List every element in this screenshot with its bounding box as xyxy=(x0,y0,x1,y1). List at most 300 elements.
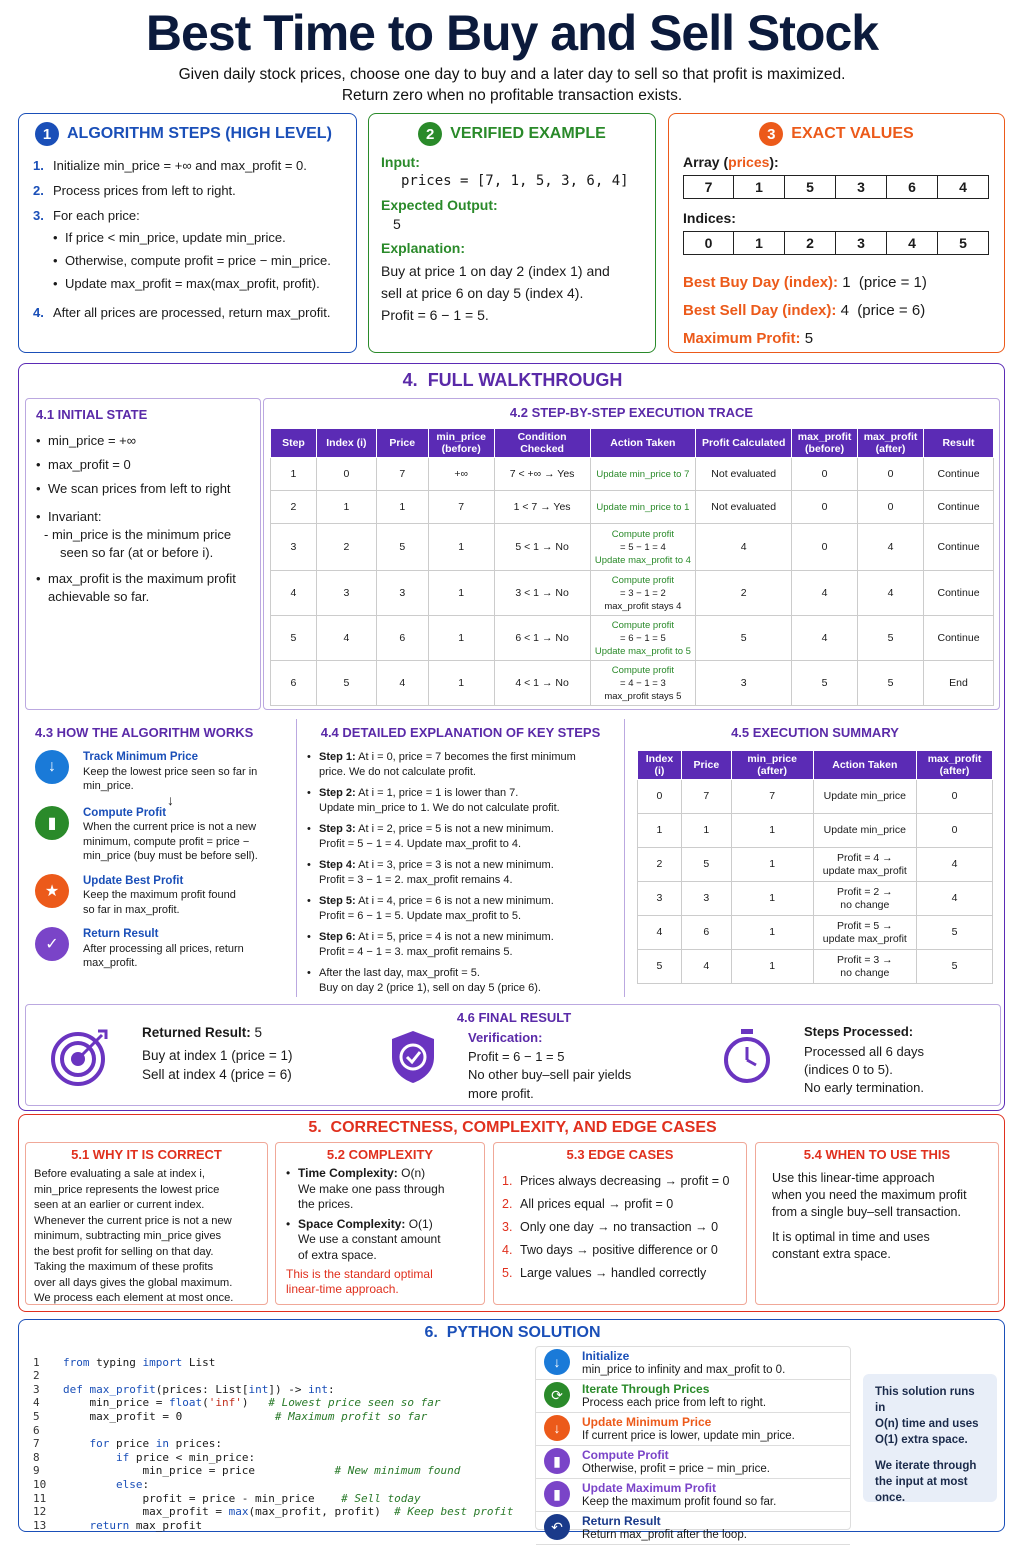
table-cell: 0 xyxy=(792,458,858,491)
subsection-title: 5.1 WHY IT IS CORRECT xyxy=(71,1147,222,1162)
how-step-title: Return Result xyxy=(83,928,159,940)
subtitle-line-2: Return zero when no profitable transaction exists. xyxy=(341,87,683,104)
table-cell: 5 xyxy=(376,524,428,571)
edge-case-item: 2. All prices equal → profit = 0 xyxy=(502,1197,674,1211)
chart-icon: ▮ xyxy=(544,1448,570,1474)
table-cell: 5 xyxy=(271,616,317,661)
action-cell: Update min_price xyxy=(813,780,917,814)
subsection-title: 4.3 HOW THE ALGORITHM WORKS xyxy=(35,725,254,740)
array-cell: 2 xyxy=(785,231,836,255)
indices-label: Indices: xyxy=(683,210,736,226)
why-line: minimum, subtracting min_price gives xyxy=(34,1230,222,1242)
check-icon: ✓ xyxy=(35,927,69,961)
legend-title: Initialize xyxy=(582,1349,630,1363)
table-cell: 5 xyxy=(792,661,858,706)
complexity-note: linear-time approach. xyxy=(286,1282,399,1296)
correctness-section xyxy=(18,1114,1005,1312)
list-item: 2. Process prices from left to right. xyxy=(33,183,236,198)
column-header: Price xyxy=(376,429,428,458)
table-cell: 4 xyxy=(917,882,993,916)
action-cell: Compute profit = 6 − 1 = 5 Update max_profit to 5 xyxy=(590,616,696,661)
table-cell: End xyxy=(924,661,994,706)
legend-desc: min_price to infinity and max_profit to 0. xyxy=(582,1364,786,1376)
legend-desc: Process each price from left to right. xyxy=(582,1397,767,1409)
legend-title: Compute Profit xyxy=(582,1448,669,1462)
subsection-title: 4.6 FINAL RESULT xyxy=(456,1010,572,1025)
refresh-icon: ⟳ xyxy=(544,1382,570,1408)
table-row xyxy=(638,882,993,916)
code-line: 11 profit = price - min_price # Sell today xyxy=(33,1491,421,1505)
input-value: prices = [7, 1, 5, 3, 6, 4] xyxy=(401,173,629,189)
algorithm-steps-panel xyxy=(18,113,357,353)
table-cell: 2 xyxy=(638,848,682,882)
table-cell: 1 xyxy=(731,848,813,882)
down-arrow-icon: ↓ xyxy=(544,1415,570,1441)
exact-values-panel xyxy=(668,113,1005,353)
table-cell: 3 xyxy=(316,571,376,616)
list-item: • We scan prices from left to right xyxy=(36,480,250,498)
code-line: 12 max_profit = max(max_profit, profit) # Keep best profit xyxy=(33,1505,514,1519)
table-cell: 0 xyxy=(858,491,924,524)
table-cell: 7 xyxy=(731,780,813,814)
legend-desc: Return max_profit after the loop. xyxy=(582,1529,747,1541)
how-step-desc: min_price (buy must be before sell). xyxy=(83,850,258,862)
legend-desc: Otherwise, profit = price − min_price. xyxy=(582,1463,770,1475)
code-line: 1 from typing import List xyxy=(33,1355,216,1369)
sub-item: • Update max_profit = max(max_profit, profit). xyxy=(53,274,342,293)
star-icon: ★ xyxy=(35,874,69,908)
subsection-title: 5.3 EDGE CASES xyxy=(566,1147,674,1162)
input-label: Input: xyxy=(381,154,420,170)
action-cell: Compute profit = 4 − 1 = 3 max_profit stays 5 xyxy=(590,661,696,706)
table-cell: Continue xyxy=(924,458,994,491)
how-step-desc: Keep the lowest price seen so far in xyxy=(83,765,258,778)
table-cell: 2 xyxy=(696,571,792,616)
table-cell: 5 xyxy=(858,661,924,706)
array-cell: 6 xyxy=(887,175,938,199)
table-cell: 0 xyxy=(792,524,858,571)
array-cell: 5 xyxy=(938,231,989,255)
list-item: • Step 6: At i = 5, price = 4 is not a new minimum. Profit = 4 − 1 = 3. max_profit remains 5. xyxy=(307,930,614,960)
return-icon: ↶ xyxy=(544,1514,570,1540)
table-cell: 7 xyxy=(681,780,731,814)
column-header: min_price (after) xyxy=(731,751,813,780)
code-line: 6 xyxy=(33,1423,40,1437)
page-subtitle xyxy=(0,64,1024,106)
why-line: Before evaluating a sale at index i, xyxy=(34,1168,206,1180)
table-cell: 0 xyxy=(917,780,993,814)
table-cell: 4 < 1 → No xyxy=(494,661,590,706)
legend-desc: If current price is lower, update min_price. xyxy=(582,1430,795,1442)
how-step xyxy=(35,874,286,918)
table-cell: 0 xyxy=(792,491,858,524)
table-cell: 7 xyxy=(376,458,428,491)
table-cell: 6 xyxy=(681,916,731,950)
why-line: min_price represents the lowest price xyxy=(34,1183,220,1196)
table-cell: Continue xyxy=(924,571,994,616)
array-cell: 1 xyxy=(734,231,785,255)
subtitle-line-1: Given daily stock prices, choose one day to buy and a later day to sell so that profit is maximized. xyxy=(178,66,846,83)
table-cell: 4 xyxy=(792,571,858,616)
subsection-title: 5.4 WHEN TO USE THIS xyxy=(803,1147,951,1162)
code-block xyxy=(33,1342,533,1532)
when-line: constant extra space. xyxy=(772,1247,891,1261)
when-line: from a single buy–sell transaction. xyxy=(772,1205,961,1219)
list-item: • max_profit is the maximum profit achievable so far. xyxy=(36,570,250,606)
table-cell: 3 < 1 → No xyxy=(494,571,590,616)
code-line: 4 min_price = float('inf') # Lowest price seen so far xyxy=(33,1396,441,1410)
python-solution-section xyxy=(18,1319,1005,1541)
download-icon: ↓ xyxy=(544,1349,570,1375)
space-complexity: • Space Complexity: O(1) We use a constant amount of extra space. xyxy=(286,1217,474,1264)
table-cell: +∞ xyxy=(428,458,494,491)
list-item: 1. Initialize min_price = +∞ and max_profit = 0. xyxy=(33,158,307,173)
table-row xyxy=(271,661,994,706)
when-line: It is optimal in time and uses xyxy=(772,1230,930,1244)
why-line: We process each element at most once. xyxy=(34,1292,234,1304)
list-item: • Step 1: At i = 0, price = 7 becomes the first minimum price. We do not calculate profit. xyxy=(307,750,614,780)
action-cell: Compute profit = 5 − 1 = 4 Update max_profit to 4 xyxy=(590,524,696,571)
table-cell: 1 xyxy=(376,491,428,524)
table-cell: 1 xyxy=(428,571,494,616)
table-cell: 3 xyxy=(376,571,428,616)
steps-line: Processed all 6 days xyxy=(804,1044,924,1059)
legend-title: Update Maximum Profit xyxy=(582,1481,717,1495)
table-cell: 7 < +∞ → Yes xyxy=(494,458,590,491)
code-line: 10 else: xyxy=(33,1477,150,1491)
target-icon xyxy=(50,1027,110,1087)
complexity-panel xyxy=(275,1142,485,1305)
column-header: Index (i) xyxy=(316,429,376,458)
column-header: Index (i) xyxy=(638,751,682,780)
table-cell: 0 xyxy=(638,780,682,814)
code-line: 8 if price < min_price: xyxy=(33,1450,256,1464)
chart-icon: ▮ xyxy=(544,1481,570,1507)
list-item: 4. After all prices are processed, return max_profit. xyxy=(33,305,331,320)
final-result-panel xyxy=(25,1004,1001,1106)
how-step-desc: Keep the maximum profit found xyxy=(83,889,236,901)
step-3-badge: 3 xyxy=(759,122,783,146)
action-cell: Update min_price to 7 xyxy=(590,458,696,491)
panel-title: VERIFIED EXAMPLE xyxy=(450,125,606,142)
how-step-desc: max_profit. xyxy=(83,957,138,969)
edge-case-item: 4. Two days → positive difference or 0 xyxy=(502,1243,718,1257)
verified-example-panel xyxy=(368,113,656,353)
sub-item: • Otherwise, compute profit = price − min_price. xyxy=(53,251,342,270)
table-cell: 0 xyxy=(316,458,376,491)
subsection-title: 4.4 DETAILED EXPLANATION OF KEY STEPS xyxy=(320,725,601,740)
how-step-desc: minimum, compute profit = price − xyxy=(83,835,250,848)
legend-item xyxy=(536,1380,850,1413)
table-cell: 0 xyxy=(917,814,993,848)
section-4-title: 4. FULL WALKTHROUGH xyxy=(402,370,623,390)
table-cell: 5 xyxy=(917,916,993,950)
table-cell: Continue xyxy=(924,524,994,571)
table-cell: Not evaluated xyxy=(696,491,792,524)
step-1-badge: 1 xyxy=(35,122,59,146)
algorithm-steps-list xyxy=(33,156,342,322)
list-item: • max_profit = 0 xyxy=(36,456,250,474)
table-cell: 2 xyxy=(316,524,376,571)
table-cell: 4 xyxy=(792,616,858,661)
action-cell: Update min_price xyxy=(813,814,917,848)
initial-state-panel xyxy=(25,398,261,710)
code-line: 7 for price in prices: xyxy=(33,1437,222,1451)
subsection-title: 4.5 EXECUTION SUMMARY xyxy=(731,725,899,740)
table-cell: 3 xyxy=(681,882,731,916)
table-cell: 4 xyxy=(271,571,317,616)
table-cell: 1 xyxy=(731,882,813,916)
verification-line: more profit. xyxy=(468,1085,534,1101)
code-line: 5 max_profit = 0 # Maximum profit so far xyxy=(33,1409,428,1423)
table-row xyxy=(271,524,994,571)
table-cell: 1 xyxy=(638,814,682,848)
how-step-desc: min_price. xyxy=(83,780,134,792)
array-cell: 0 xyxy=(683,231,734,255)
table-cell: 6 xyxy=(376,616,428,661)
execution-trace-panel xyxy=(263,398,1000,710)
table-cell: Continue xyxy=(924,491,994,524)
result-line: Sell at index 4 (price = 6) xyxy=(142,1067,292,1082)
solution-note: This solution runs in O(n) time and uses O(1) extra space. We iterate through the input at most once. xyxy=(863,1374,997,1502)
verification-line: Profit = 6 − 1 = 5 xyxy=(468,1048,565,1064)
action-cell: Compute profit = 3 − 1 = 2 max_profit stays 4 xyxy=(590,571,696,616)
output-label: Expected Output: xyxy=(381,197,498,213)
table-cell: 1 xyxy=(428,661,494,706)
result-line: Buy at index 1 (price = 1) xyxy=(142,1048,293,1063)
action-cell: Profit = 5 → update max_profit xyxy=(813,916,917,950)
why-correct-panel xyxy=(25,1142,268,1305)
legend-item xyxy=(536,1512,850,1545)
table-cell: Not evaluated xyxy=(696,458,792,491)
execution-summary-table xyxy=(637,750,993,984)
how-step xyxy=(35,806,286,864)
list-item: • Step 2: At i = 1, price = 1 is lower than 7. Update min_price to 1. We do not calculate profit. xyxy=(307,786,614,816)
how-step-title: Track Minimum Price xyxy=(83,751,199,763)
when-to-use-panel xyxy=(755,1142,999,1305)
how-step-desc: When the current price is not a new xyxy=(83,821,257,833)
legend-desc: Keep the maximum profit found so far. xyxy=(582,1496,777,1508)
table-cell: 3 xyxy=(638,882,682,916)
steps-processed-label: Steps Processed: xyxy=(804,1024,914,1039)
table-row xyxy=(638,780,993,814)
table-cell: 5 xyxy=(917,950,993,984)
max-profit-row: Maximum Profit: 5 xyxy=(683,330,814,347)
table-cell: 1 < 7 → Yes xyxy=(494,491,590,524)
list-item: 3. For each price: • If price < min_price, update min_price. • Otherwise, compute profit = price − min_price. • Update max_profit = max(max_profit, profit). xyxy=(33,206,342,293)
list-item: • min_price = +∞ xyxy=(36,432,250,450)
table-cell: 5 xyxy=(638,950,682,984)
table-cell: 1 xyxy=(428,616,494,661)
legend-item xyxy=(536,1413,850,1446)
table-cell: 1 xyxy=(271,458,317,491)
code-line: 13 return max_profit xyxy=(33,1518,203,1532)
why-line: seen at an earlier or current index. xyxy=(34,1199,205,1211)
edge-case-item: 1. Prices always decreasing → profit = 0 xyxy=(502,1174,730,1188)
table-cell: 1 xyxy=(731,814,813,848)
table-cell: 4 xyxy=(638,916,682,950)
prices-array xyxy=(683,175,990,199)
column-header: Condition Checked xyxy=(494,429,590,458)
how-step-desc: so far in max_profit. xyxy=(83,903,180,916)
table-cell: 4 xyxy=(376,661,428,706)
execution-summary-panel xyxy=(629,719,1001,997)
explanation-line: Buy at price 1 on day 2 (index 1) and xyxy=(381,263,610,279)
edge-case-item: 5. Large values → handled correctly xyxy=(502,1266,707,1280)
table-cell: 1 xyxy=(428,524,494,571)
legend-item xyxy=(536,1479,850,1512)
edge-cases-panel xyxy=(493,1142,747,1305)
list-item: • Step 3: At i = 2, price = 5 is not a new minimum. Profit = 5 − 1 = 4. Update max_profit to 4. xyxy=(307,822,614,852)
code-legend xyxy=(535,1346,851,1541)
subsection-title: 4.2 STEP-BY-STEP EXECUTION TRACE xyxy=(509,405,754,420)
output-value: 5 xyxy=(393,216,401,232)
table-cell: 5 < 1 → No xyxy=(494,524,590,571)
table-cell: 4 xyxy=(858,524,924,571)
table-cell: Continue xyxy=(924,616,994,661)
execution-trace-table xyxy=(270,428,994,706)
why-line: Whenever the current price is not a new xyxy=(34,1214,232,1227)
table-row xyxy=(638,916,993,950)
table-cell: 5 xyxy=(696,616,792,661)
explanation-label: Explanation: xyxy=(381,240,466,256)
chart-icon: ▮ xyxy=(35,806,69,840)
how-step-desc: After processing all prices, return xyxy=(83,942,244,955)
how-step xyxy=(35,927,286,971)
table-row xyxy=(638,814,993,848)
array-cell: 4 xyxy=(887,231,938,255)
time-complexity: • Time Complexity: O(n) We make one pass through the prices. xyxy=(286,1166,474,1213)
array-cell: 3 xyxy=(836,175,887,199)
table-cell: 4 xyxy=(858,571,924,616)
steps-line: No early termination. xyxy=(804,1080,924,1095)
why-line: over all days gives the global maximum. xyxy=(34,1276,233,1289)
column-header: Step xyxy=(271,429,317,458)
code-line: 3 def max_profit(prices: List[int]) -> int: xyxy=(33,1382,335,1396)
table-cell: 6 < 1 → No xyxy=(494,616,590,661)
page-title: Best Time to Buy and Sell Stock xyxy=(145,5,879,61)
when-line: when you need the maximum profit xyxy=(772,1188,967,1202)
action-cell: Update min_price to 1 xyxy=(590,491,696,524)
how-step-title: Compute Profit xyxy=(83,806,167,819)
explanation-line: sell at price 6 on day 5 (index 4). xyxy=(381,285,584,301)
shield-check-icon xyxy=(388,1029,438,1085)
best-buy-row: Best Buy Day (index): 1 (price = 1) xyxy=(683,274,927,291)
table-cell: 3 xyxy=(696,661,792,706)
table-cell: 5 xyxy=(316,661,376,706)
table-row xyxy=(638,848,993,882)
table-cell: 2 xyxy=(271,491,317,524)
table-cell: 4 xyxy=(316,616,376,661)
table-row xyxy=(271,616,994,661)
action-cell: Profit = 4 → update max_profit xyxy=(813,848,917,882)
verification-line: No other buy–sell pair yields xyxy=(468,1067,632,1082)
array-label: Array (prices): xyxy=(683,154,779,170)
column-header: Profit Calculated xyxy=(696,429,792,458)
steps-line: (indices 0 to 5). xyxy=(804,1062,893,1077)
verification-label: Verification: xyxy=(468,1030,543,1045)
array-cell: 4 xyxy=(938,175,989,199)
detailed-explanation-panel xyxy=(297,719,625,997)
table-cell: 7 xyxy=(428,491,494,524)
code-line: 2 xyxy=(33,1369,40,1383)
array-cell: 1 xyxy=(734,175,785,199)
why-line: the best profit for selling on that day. xyxy=(34,1245,214,1258)
list-item: • Invariant: - min_price is the minimum price seen so far (at or before i). xyxy=(36,508,250,562)
action-cell: Profit = 2 → no change xyxy=(813,882,917,916)
code-line: 9 min_price = price # New minimum found xyxy=(33,1464,461,1478)
column-header: Price xyxy=(681,751,731,780)
table-cell: 0 xyxy=(858,458,924,491)
panel-title: EXACT VALUES xyxy=(791,125,914,142)
table-cell: 3 xyxy=(271,524,317,571)
down-arrow-icon: ↓ xyxy=(167,791,174,808)
array-cell: 5 xyxy=(785,175,836,199)
legend-title: Iterate Through Prices xyxy=(582,1382,710,1396)
subsection-title: 4.1 INITIAL STATE xyxy=(36,407,148,422)
how-it-works-panel xyxy=(25,719,297,997)
table-cell: 1 xyxy=(681,814,731,848)
column-header: max_profit (before) xyxy=(792,429,858,458)
why-line: Taking the maximum of these profits xyxy=(34,1261,214,1273)
sub-item: • If price < min_price, update min_price. xyxy=(53,228,342,247)
explanation-line: Profit = 6 − 1 = 5. xyxy=(381,307,489,323)
how-step xyxy=(35,750,286,794)
step-2-badge: 2 xyxy=(418,122,442,146)
column-header: Action Taken xyxy=(590,429,696,458)
list-item: • Step 5: At i = 4, price = 6 is not a new minimum. Profit = 6 − 1 = 5. Update max_profit to 5. xyxy=(307,894,614,924)
download-arrow-icon: ↓ xyxy=(35,750,69,784)
panel-title: ALGORITHM STEPS (HIGH LEVEL) xyxy=(67,125,332,142)
table-cell: 4 xyxy=(696,524,792,571)
table-cell: 5 xyxy=(681,848,731,882)
when-line: Use this linear-time approach xyxy=(772,1171,935,1185)
table-cell: 1 xyxy=(316,491,376,524)
column-header: Action Taken xyxy=(813,751,917,780)
section-6-title: 6. PYTHON SOLUTION xyxy=(424,1324,601,1341)
action-cell: Profit = 3 → no change xyxy=(813,950,917,984)
column-header: min_price (before) xyxy=(428,429,494,458)
column-header: Result xyxy=(924,429,994,458)
complexity-note: This is the standard optimal xyxy=(286,1267,433,1281)
list-item: • Step 4: At i = 3, price = 3 is not a new minimum. Profit = 3 − 1 = 2. max_profit remains 4. xyxy=(307,858,614,888)
legend-item xyxy=(536,1347,850,1380)
legend-title: Update Minimum Price xyxy=(582,1415,712,1429)
table-cell: 5 xyxy=(858,616,924,661)
stopwatch-icon xyxy=(722,1027,772,1085)
column-header: max_profit (after) xyxy=(858,429,924,458)
full-walkthrough-section xyxy=(18,363,1005,1111)
subsection-title: 5.2 COMPLEXITY xyxy=(326,1147,434,1162)
array-cell: 7 xyxy=(683,175,734,199)
table-cell: 1 xyxy=(731,916,813,950)
table-cell: 4 xyxy=(681,950,731,984)
table-cell: 1 xyxy=(731,950,813,984)
indices-array xyxy=(683,231,990,255)
how-step-title: Update Best Profit xyxy=(83,874,184,887)
table-row xyxy=(638,950,993,984)
table-row xyxy=(271,571,994,616)
list-item: • After the last day, max_profit = 5. Buy on day 2 (price 1), sell on day 5 (price 6). xyxy=(307,966,614,996)
table-cell: 6 xyxy=(271,661,317,706)
best-sell-row: Best Sell Day (index): 4 (price = 6) xyxy=(683,302,926,319)
returned-result-label: Returned Result: xyxy=(142,1025,251,1040)
column-header: max_profit (after) xyxy=(917,751,993,780)
legend-title: Return Result xyxy=(582,1514,661,1528)
section-5-title: 5. CORRECTNESS, COMPLEXITY, AND EDGE CASES xyxy=(308,1119,717,1136)
table-row xyxy=(271,458,994,491)
table-cell: 4 xyxy=(917,848,993,882)
